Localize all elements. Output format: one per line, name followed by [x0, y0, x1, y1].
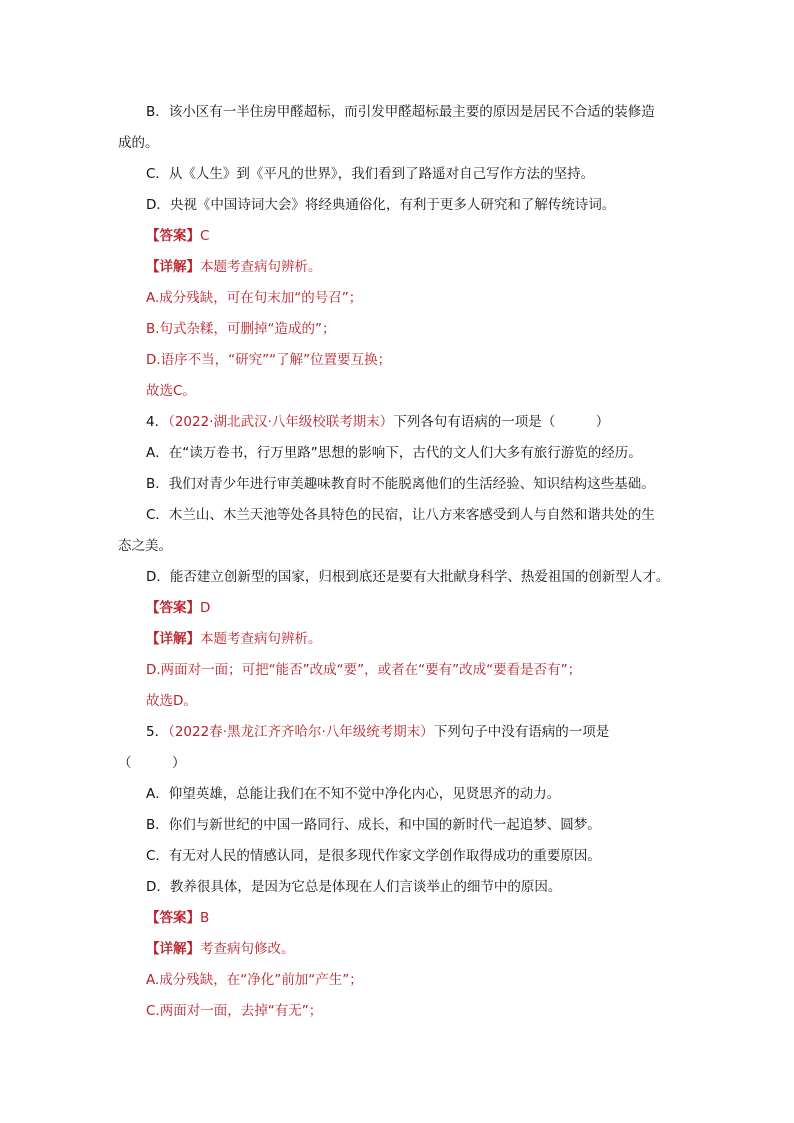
answer-tag: 【答案】	[146, 228, 200, 244]
q4-option-b: B．我们对青少年进行审美趣味教育时不能脱离他们的生活经验、知识结构这些基础。	[146, 476, 655, 492]
q3-select: 故选C。	[146, 383, 196, 399]
q4-explain-d: D.两面对一面；可把“能否”改成“要”，或者在“要有”改成“要看是否有”；	[146, 662, 582, 678]
q3-explain-a: A.成分残缺，可在句末加“的号召”；	[146, 290, 363, 306]
q4-select: 故选D。	[146, 693, 197, 709]
q4-option-c-cont: 态之美。	[118, 538, 172, 554]
answer-tag: 【答案】	[146, 910, 200, 926]
q4-option-d: D．能否建立创新型的国家，归根到底还是要有大批献身科学、热爱祖国的创新型人才。	[146, 569, 670, 585]
question-text: 下列各句有语病的一项是（ ）	[393, 414, 610, 430]
q4-detail	[146, 630, 676, 648]
q3-option-b-cont: 成的。	[118, 135, 159, 151]
q4-option-a: A．在“读万卷书，行万里路”思想的影响下，古代的文人们大多有旅行游览的经历。	[146, 445, 642, 461]
q5-option-d: D．教养很具体，是因为它总是体现在人们言谈举止的细节中的原因。	[146, 879, 562, 895]
q5-option-a: A．仰望英雄，总能让我们在不知不觉中净化内心，见贤思齐的动力。	[146, 786, 561, 802]
question-text: 下列句子中没有语病的一项是	[433, 724, 610, 740]
q3-explain-d: D.语序不当，“研究”“了解”位置要互换；	[146, 352, 392, 368]
q3-option-d: D．央视《中国诗词大会》将经典通俗化，有利于更多人研究和了解传统诗词。	[146, 197, 616, 213]
detail-tag: 【详解】	[146, 941, 200, 957]
q5-explain-c: C.两面对一面，去掉“有无”；	[146, 1003, 323, 1019]
q3-option-c: C．从《人生》到《平凡的世界》，我们看到了路遥对自己写作方法的坚持。	[146, 166, 595, 182]
q5-option-c: C．有无对人民的情感认同，是很多现代作家文学创作取得成功的重要原因。	[146, 848, 601, 864]
detail-text: 考查病句修改。	[200, 941, 295, 957]
question-source: （2022春·黑龙江齐齐哈尔·八年级统考期末）	[168, 724, 434, 740]
q5-option-b: B．你们与新世纪的中国一路同行、成长，和中国的新时代一起追梦、圆梦。	[146, 817, 601, 833]
answer-tag: 【答案】	[146, 600, 200, 616]
detail-text: 本题考查病句辨析。	[200, 259, 322, 275]
q5-detail	[146, 940, 676, 958]
detail-tag: 【详解】	[146, 631, 200, 647]
q5-stem	[146, 723, 676, 741]
answer-value: C	[200, 228, 210, 244]
q4-option-c: C．木兰山、木兰天池等处各具特色的民宿，让八方来客感受到人与自然和谐共处的生	[146, 507, 655, 523]
q5-answer	[146, 909, 676, 927]
detail-tag: 【详解】	[146, 259, 200, 275]
question-source: （2022·湖北武汉·八年级校联考期末）	[168, 414, 394, 430]
q4-stem	[146, 413, 676, 431]
q3-answer	[146, 227, 676, 245]
q3-explain-b: B.句式杂糅，可删掉“造成的”；	[146, 321, 336, 337]
q3-detail	[146, 258, 676, 276]
q5-paren: （ ）	[118, 755, 186, 771]
answer-value: B	[200, 910, 210, 926]
q4-answer	[146, 599, 676, 617]
q5-explain-a: A.成分残缺，在“净化”前加“产生”；	[146, 972, 363, 988]
answer-value: D	[200, 600, 211, 616]
question-number: 4．	[146, 414, 169, 430]
question-number: 5．	[146, 724, 169, 740]
q3-option-b: B．该小区有一半住房甲醛超标，而引发甲醛超标最主要的原因是居民不合适的装修造	[146, 104, 655, 120]
detail-text: 本题考查病句辨析。	[200, 631, 322, 647]
